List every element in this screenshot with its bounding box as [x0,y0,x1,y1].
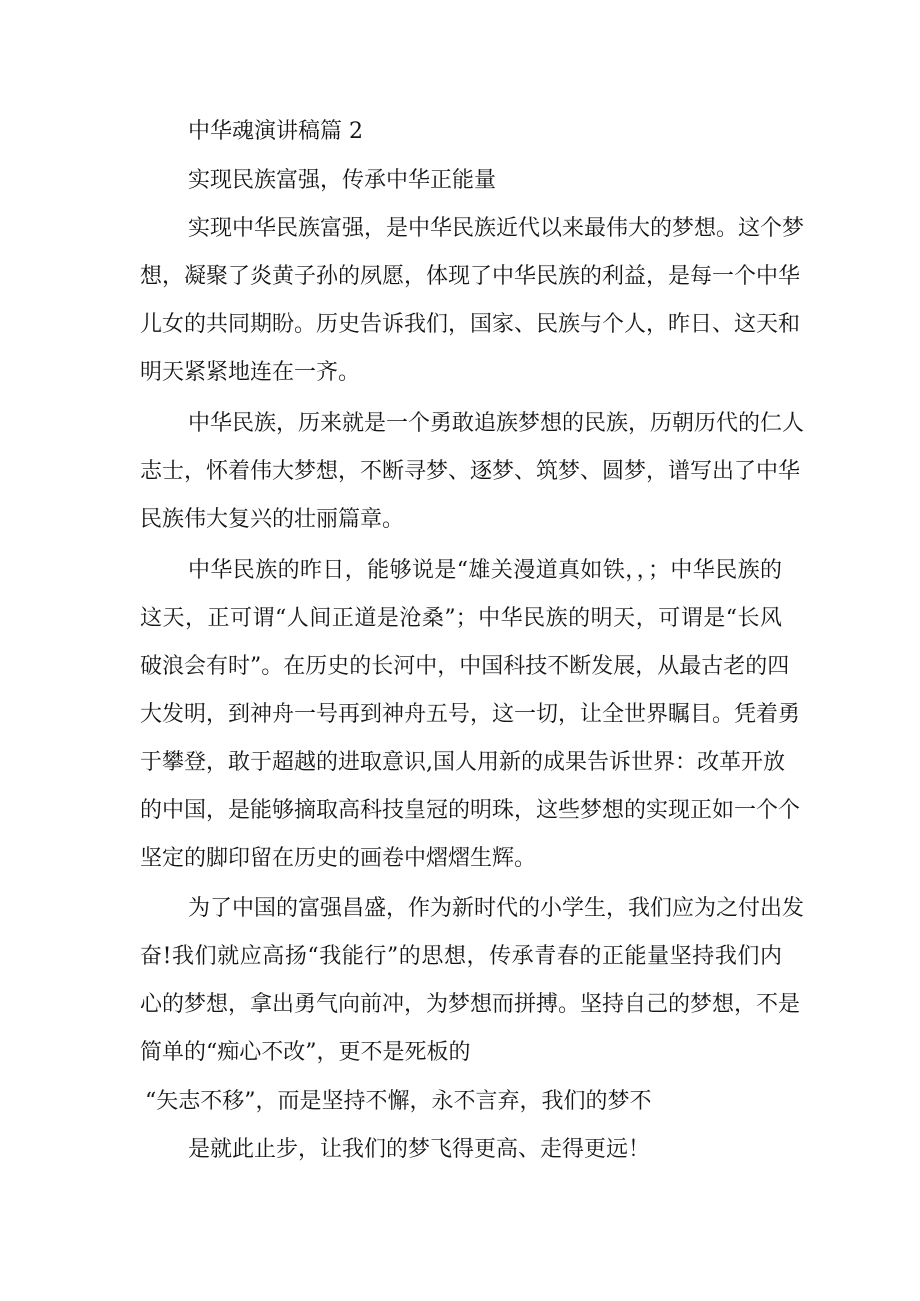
paragraph-3-line-2: 这天，正可谓“人间正道是沧桑”；中华民族的明天，可谓是“长风 [140,606,782,631]
paragraph-1-line-2: 想，凝聚了炎黄子孙的夙愿，体现了中华民族的利益，是每一个中华 [140,264,801,289]
paragraph-3-line-5: 于攀登，敢于超越的进取意识,国人用新的成果告诉世界：改革开放 [140,750,785,775]
paragraph-3-line-6: 的中国，是能够摘取高科技皇冠的明珠，这些梦想的实现正如一个个 [140,798,801,823]
paragraph-3-line-4: 大发明，到神舟一号再到神舟五号，这一切，让全世界瞩目。凭着勇 [140,702,801,727]
paragraph-3-line-3: 破浪会有时”。在历史的长河中，中国科技不断发展，从最古老的四 [140,654,790,679]
paragraph-2-line-2: 志士，怀着伟大梦想，不断寻梦、逐梦、筑梦、圆梦，谱写出了中华 [140,459,801,484]
paragraph-4-line-1: 为了中国的富强昌盛，作为新时代的小学生，我们应为之付出发 [188,896,805,921]
paragraph-4-line-4: 简单的“痴心不改”，更不是死板的 [140,1040,471,1065]
paragraph-3-line-1: 中华民族的昨日，能够说是“雄关漫道真如铁，，；中华民族的 [188,558,782,583]
paragraph-1-line-4: 明天紧紧地连在一齐。 [140,360,361,385]
paragraph-4-line-2: 奋!我们就应高扬“我能行”的思想，传承青春的正能量坚持我们内 [140,944,782,969]
document-subtitle: 实现民族富强，传承中华正能量 [188,168,497,193]
paragraph-2-line-1: 中华民族，历来就是一个勇敢追族梦想的民族，历朝历代的仁人 [188,411,805,436]
paragraph-2-line-3: 民族伟大复兴的壮丽篇章。 [140,507,405,532]
paragraph-5-line-1: “矢志不移”，而是坚持不懈，永不言弃，我们的梦不 [145,1089,652,1114]
paragraph-3-line-7: 坚定的脚印留在历史的画卷中熠熠生辉。 [140,846,537,871]
paragraph-6-line-1: 是就此止步，让我们的梦飞得更高、走得更远！ [188,1137,651,1162]
paragraph-1-line-3: 儿女的共同期盼。历史告诉我们，国家、民族与个人，昨日、这天和 [140,312,801,337]
paragraph-1-line-1: 实现中华民族富强，是中华民族近代以来最伟大的梦想。这个梦 [188,216,805,241]
paragraph-4-line-3: 心的梦想，拿出勇气向前冲，为梦想而拼搏。坚持自己的梦想，不是 [140,992,801,1017]
document-title: 中华魂演讲稿篇 2 [188,119,363,144]
